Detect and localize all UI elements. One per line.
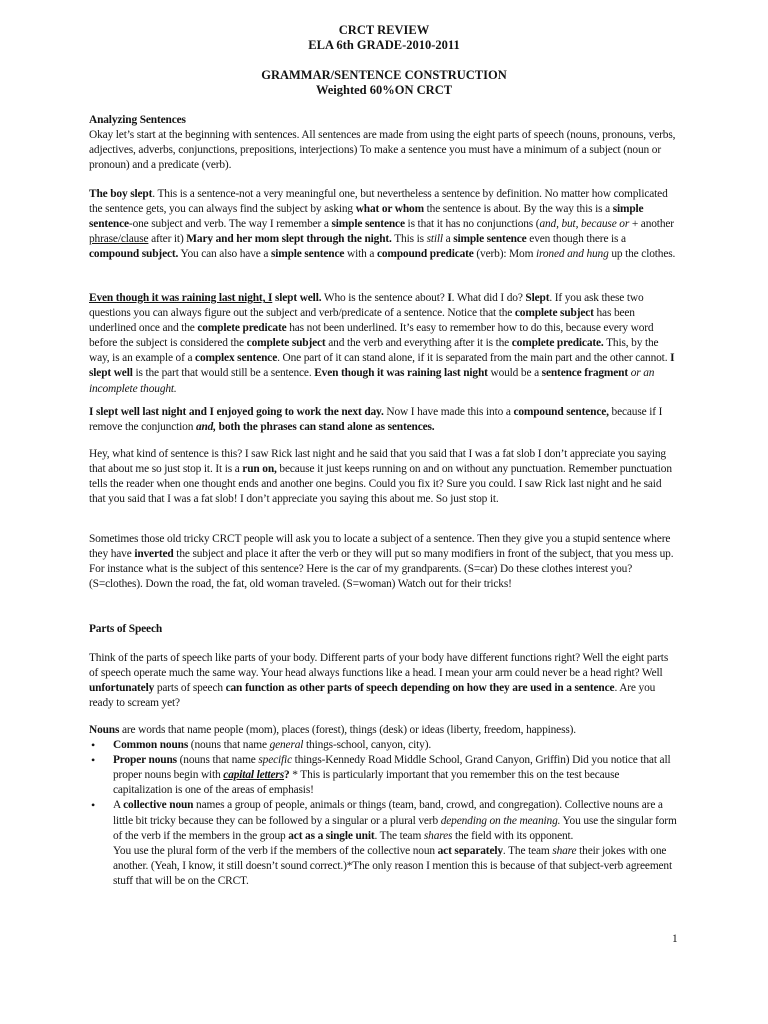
page-number: 1 <box>672 933 678 945</box>
doc-title: CRCT REVIEW <box>338 23 430 37</box>
list-item: • A collective noun names a group of people, animals or things (team, band, crowd, and congregation). Collective nouns are a little bit tricky because they can be followed by a singular or a plural verb depending on the meaning. You use the singular form of the verb if the members in the group act as a single unit. The team shares the field with its opponent. You use the plural form of the verb if the members of the collective noun act separately. The team share their jokes with one another. (Yeah, I know, it still doesn’t sound correct.)*The only reason I mention this is because of that subject-verb agreement stuff that will be on the CRCT. <box>91 798 677 887</box>
analyzing-sentences-section <box>89 113 677 173</box>
complex-sentence-paragraph: Even though it was raining last night, I slept well. Who is the sentence about? I. What did I do? Slept. If you ask these two questions you can always figure out the subject and verb/predicate of a sentence. Notice that the complete subject has been underlined once and the complete predicate has not been underlined. It’s easy to remember how to do this, because every word before the subject is considered the complete subject and the verb and everything after it is the complete predicate. This, by the way, is an example of a complex sentence. One part of it can stand alone, if it is separated from the main part and the other cannot. I slept well is the part that would still be a sentence. Even though it was raining last night would be a sentence fragment or an incomplete thought. <box>89 292 675 395</box>
list-item: • Proper nouns (nouns that name specific things-Kennedy Road Middle School, Grand Canyon, Griffin) Did you notice that all proper nouns begin with capital letters? * This is particularly important that you remember this on the test because capitalization is one of the areas of emphasis! <box>91 753 671 797</box>
compound-sentence-paragraph: I slept well last night and I enjoyed going to work the next day. Now I have made this into a compound sentence, because if I remove the conjunction and, both the phrases can stand alone as sentences. <box>89 406 663 434</box>
section-weight: Weighted 60%ON CRCT <box>315 83 453 97</box>
bullet-icon: • <box>91 753 96 768</box>
section-title: GRAMMAR/SENTENCE CONSTRUCTION <box>261 68 507 82</box>
parts-of-speech-paragraph: Think of the parts of speech like parts of your body. Different parts of your body have different functions right? Well the eight parts of speech operate much the same way. Your head always functions like a head. I mean your arm could never be a head right? Well unfortunately parts of speech can function as other parts of speech depending on how they are used in a sentence. Are you ready to scream yet? <box>89 652 669 710</box>
inverted-subject-paragraph: Sometimes those old tricky CRCT people will ask you to locate a subject of a sentence. Then they give you a stupid sentence where they have inverted the subject and place it after the verb or they will put so many modifiers in front of the subject, that you mess up. For instance what is the subject of this sentence? Here is the car of my grandparents. (S=car) Do these clothes interest you? (S=clothes). Down the road, the fat, old woman traveled. (S=woman) Watch out for their tricks! <box>89 533 674 591</box>
simple-sentence-paragraph: The boy slept. This is a sentence-not a very meaningful one, but nevertheless a sentence by definition. No matter how complicated the sentence gets, you can always find the subject by asking what or whom the sentence is about. By the way this is a simple sentence-one subject and verb. The way I remember a simple sentence is that it has no conjunctions (and, but, because or + another phrase/clause after it) Mary and her mom slept through the night. This is still a simple sentence even though there is a compound subject. You can also have a simple sentence with a compound predicate (verb): Mom ironed and hung up the clothes. <box>89 188 676 261</box>
nouns-paragraph: Nouns are words that name people (mom), places (forest), things (desk) or ideas (liberty, freedom, happiness). <box>89 724 576 736</box>
bullet-icon: • <box>91 798 96 813</box>
intro-paragraph: Okay let’s start at the beginning with sentences. All sentences are made from using the eight parts of speech (nouns, pronouns, verbs, adjectives, adverbs, conjunctions, prepositions, interjections) To make a sentence you must have a minimum of a subject (noun or pronoun) and a predicate (verb). <box>89 129 676 172</box>
run-on-paragraph: Hey, what kind of sentence is this? I saw Rick last night and he said that you said that I was a fat slob I don’t appreciate you saying that about me so just stop it. It is a run on, because it just keeps running on and on without any punctuation. Remember punctuation tells the reader when one thought ends and another one begins. Could you fix it? Sure you could. I saw Rick last night and he said that you said that I was a fat slob! I don’t appreciate you saying this about me. So just stop it. <box>89 448 672 506</box>
doc-subtitle: ELA 6th GRADE-2010-2011 <box>308 38 460 52</box>
nouns-section <box>89 723 677 889</box>
analyzing-sentences-heading: Analyzing Sentences <box>89 114 186 126</box>
noun-types-list <box>89 738 677 889</box>
bullet-icon: • <box>91 738 96 753</box>
parts-of-speech-heading: Parts of Speech <box>89 623 163 635</box>
list-item: • Common nouns (nouns that name general things-school, canyon, city). <box>91 738 432 753</box>
